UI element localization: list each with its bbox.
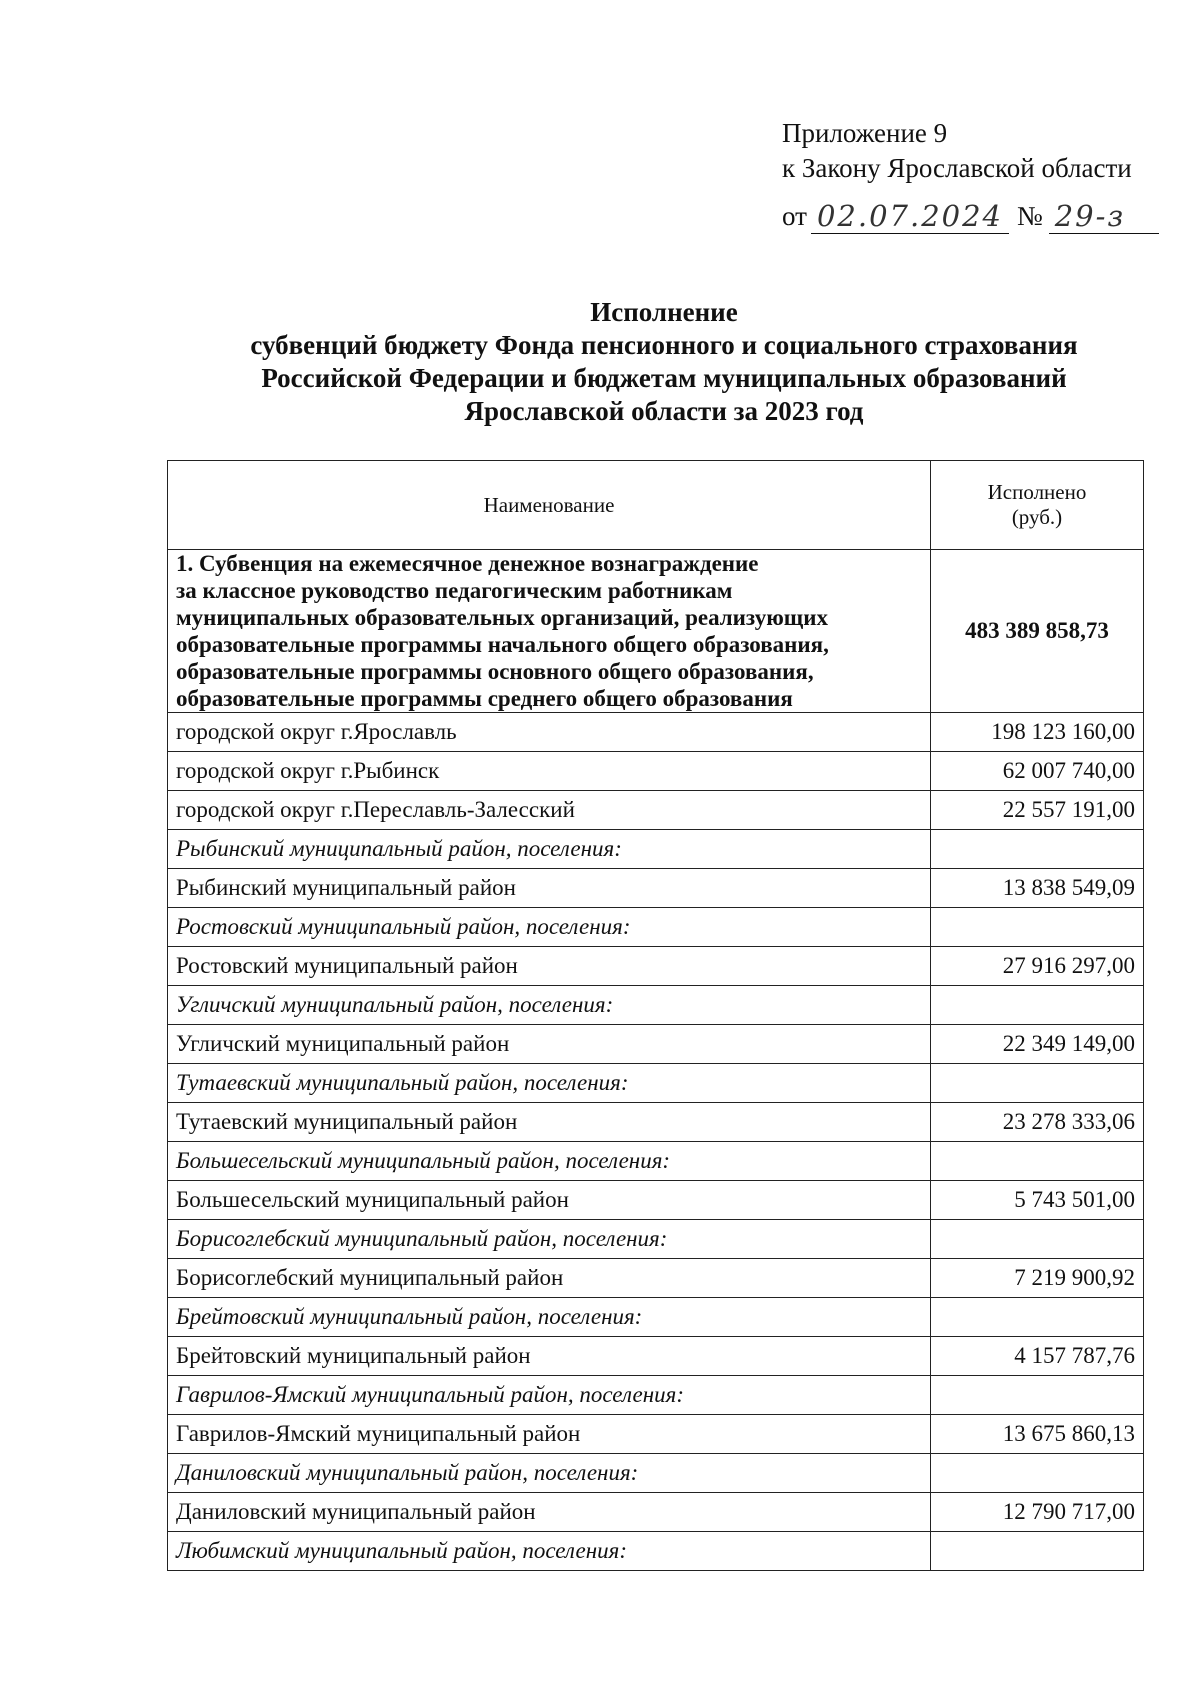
header-executed xyxy=(931,461,1144,550)
row-amount: 4 157 787,76 xyxy=(931,1337,1144,1376)
appendix-line2: к Закону Ярославской области xyxy=(782,153,1132,183)
district-group-label: Борисоглебский муниципальный район, поселения: xyxy=(168,1220,931,1259)
district-group-label: Угличский муниципальный район, поселения: xyxy=(168,986,931,1025)
table-row xyxy=(168,1376,1144,1415)
district-group-label: Большесельский муниципальный район, поселения: xyxy=(168,1142,931,1181)
table-row xyxy=(168,1259,1144,1298)
table-row xyxy=(168,1337,1144,1376)
row-name: Большесельский муниципальный район xyxy=(168,1181,931,1220)
row-amount: 23 278 333,06 xyxy=(931,1103,1144,1142)
row-amount: 62 007 740,00 xyxy=(931,752,1144,791)
table-row xyxy=(168,1298,1144,1337)
row-amount xyxy=(931,830,1144,869)
title-line1: Исполнение xyxy=(590,297,738,327)
appendix-block xyxy=(782,116,1159,234)
row-amount: 22 557 191,00 xyxy=(931,791,1144,830)
header-executed-line2: (руб.) xyxy=(1011,505,1063,529)
row-name: Брейтовский муниципальный район xyxy=(168,1337,931,1376)
row-name: Даниловский муниципальный район xyxy=(168,1493,931,1532)
table-header-row xyxy=(168,461,1144,550)
district-group-label: Брейтовский муниципальный район, поселения: xyxy=(168,1298,931,1337)
header-name: Наименование xyxy=(168,461,931,550)
row-amount xyxy=(931,1220,1144,1259)
row-amount xyxy=(931,1376,1144,1415)
table-row xyxy=(168,908,1144,947)
row-name: городской округ г.Переславль-Залесский xyxy=(168,791,931,830)
table-row xyxy=(168,947,1144,986)
section-line: муниципальных образовательных организаций, реализующих xyxy=(176,605,828,630)
handwritten-date: 02.07.2024 xyxy=(811,201,1009,234)
row-name: городской округ г.Ярославль xyxy=(168,713,931,752)
number-sign: № xyxy=(1016,201,1043,231)
appendix-line1: Приложение 9 xyxy=(782,118,948,148)
table-row xyxy=(168,869,1144,908)
row-amount: 198 123 160,00 xyxy=(931,713,1144,752)
subvention-table xyxy=(167,460,1144,1571)
handwritten-number: 29-з xyxy=(1049,201,1159,234)
row-amount: 13 838 549,09 xyxy=(931,869,1144,908)
row-amount: 5 743 501,00 xyxy=(931,1181,1144,1220)
table-row xyxy=(168,986,1144,1025)
row-name: Борисоглебский муниципальный район xyxy=(168,1259,931,1298)
row-amount: 22 349 149,00 xyxy=(931,1025,1144,1064)
row-amount: 12 790 717,00 xyxy=(931,1493,1144,1532)
table-row xyxy=(168,1493,1144,1532)
section-total: 483 389 858,73 xyxy=(931,550,1144,713)
row-amount xyxy=(931,1532,1144,1571)
table-row xyxy=(168,1532,1144,1571)
table-row xyxy=(168,713,1144,752)
section-row xyxy=(168,550,1144,713)
row-name: Ростовский муниципальный район xyxy=(168,947,931,986)
section-title xyxy=(168,550,931,713)
row-amount xyxy=(931,1064,1144,1103)
row-name: Рыбинский муниципальный район xyxy=(168,869,931,908)
row-amount xyxy=(931,908,1144,947)
section-line: за классное руководство педагогическим работникам xyxy=(176,578,733,603)
row-amount: 13 675 860,13 xyxy=(931,1415,1144,1454)
table-row xyxy=(168,1454,1144,1493)
district-group-label: Рыбинский муниципальный район, поселения: xyxy=(168,830,931,869)
row-amount xyxy=(931,1298,1144,1337)
table-row xyxy=(168,1415,1144,1454)
row-name: городской округ г.Рыбинск xyxy=(168,752,931,791)
appendix-date-line xyxy=(782,186,1159,234)
row-amount: 7 219 900,92 xyxy=(931,1259,1144,1298)
table-row xyxy=(168,1064,1144,1103)
district-group-label: Ростовский муниципальный район, поселения: xyxy=(168,908,931,947)
district-group-label: Любимский муниципальный район, поселения: xyxy=(168,1532,931,1571)
header-executed-line1: Исполнено xyxy=(987,480,1087,504)
table-row xyxy=(168,1025,1144,1064)
section-line: 1. Субвенция на ежемесячное денежное вознаграждение xyxy=(176,551,759,576)
section-line: образовательные программы начального общего образования, xyxy=(176,632,829,657)
row-name: Тутаевский муниципальный район xyxy=(168,1103,931,1142)
district-group-label: Гаврилов-Ямский муниципальный район, поселения: xyxy=(168,1376,931,1415)
title-line4: Ярославской области за 2023 год xyxy=(464,396,864,426)
appendix-prefix: от xyxy=(782,201,807,231)
row-amount xyxy=(931,986,1144,1025)
table-row xyxy=(168,752,1144,791)
district-group-label: Тутаевский муниципальный район, поселения: xyxy=(168,1064,931,1103)
table-row xyxy=(168,1103,1144,1142)
title-line3: Российской Федерации и бюджетам муниципальных образований xyxy=(261,363,1067,393)
row-name: Гаврилов-Ямский муниципальный район xyxy=(168,1415,931,1454)
row-amount xyxy=(931,1142,1144,1181)
row-amount xyxy=(931,1454,1144,1493)
table-row xyxy=(168,1142,1144,1181)
section-line: образовательные программы основного общего образования, xyxy=(176,659,814,684)
table-row xyxy=(168,1181,1144,1220)
document-title xyxy=(120,296,1200,428)
title-line2: субвенций бюджету Фонда пенсионного и социального страхования xyxy=(250,330,1078,360)
row-amount: 27 916 297,00 xyxy=(931,947,1144,986)
row-name: Угличский муниципальный район xyxy=(168,1025,931,1064)
table-row xyxy=(168,1220,1144,1259)
section-line: образовательные программы среднего общего образования xyxy=(176,686,793,711)
table-row xyxy=(168,791,1144,830)
district-group-label: Даниловский муниципальный район, поселения: xyxy=(168,1454,931,1493)
table-row xyxy=(168,830,1144,869)
